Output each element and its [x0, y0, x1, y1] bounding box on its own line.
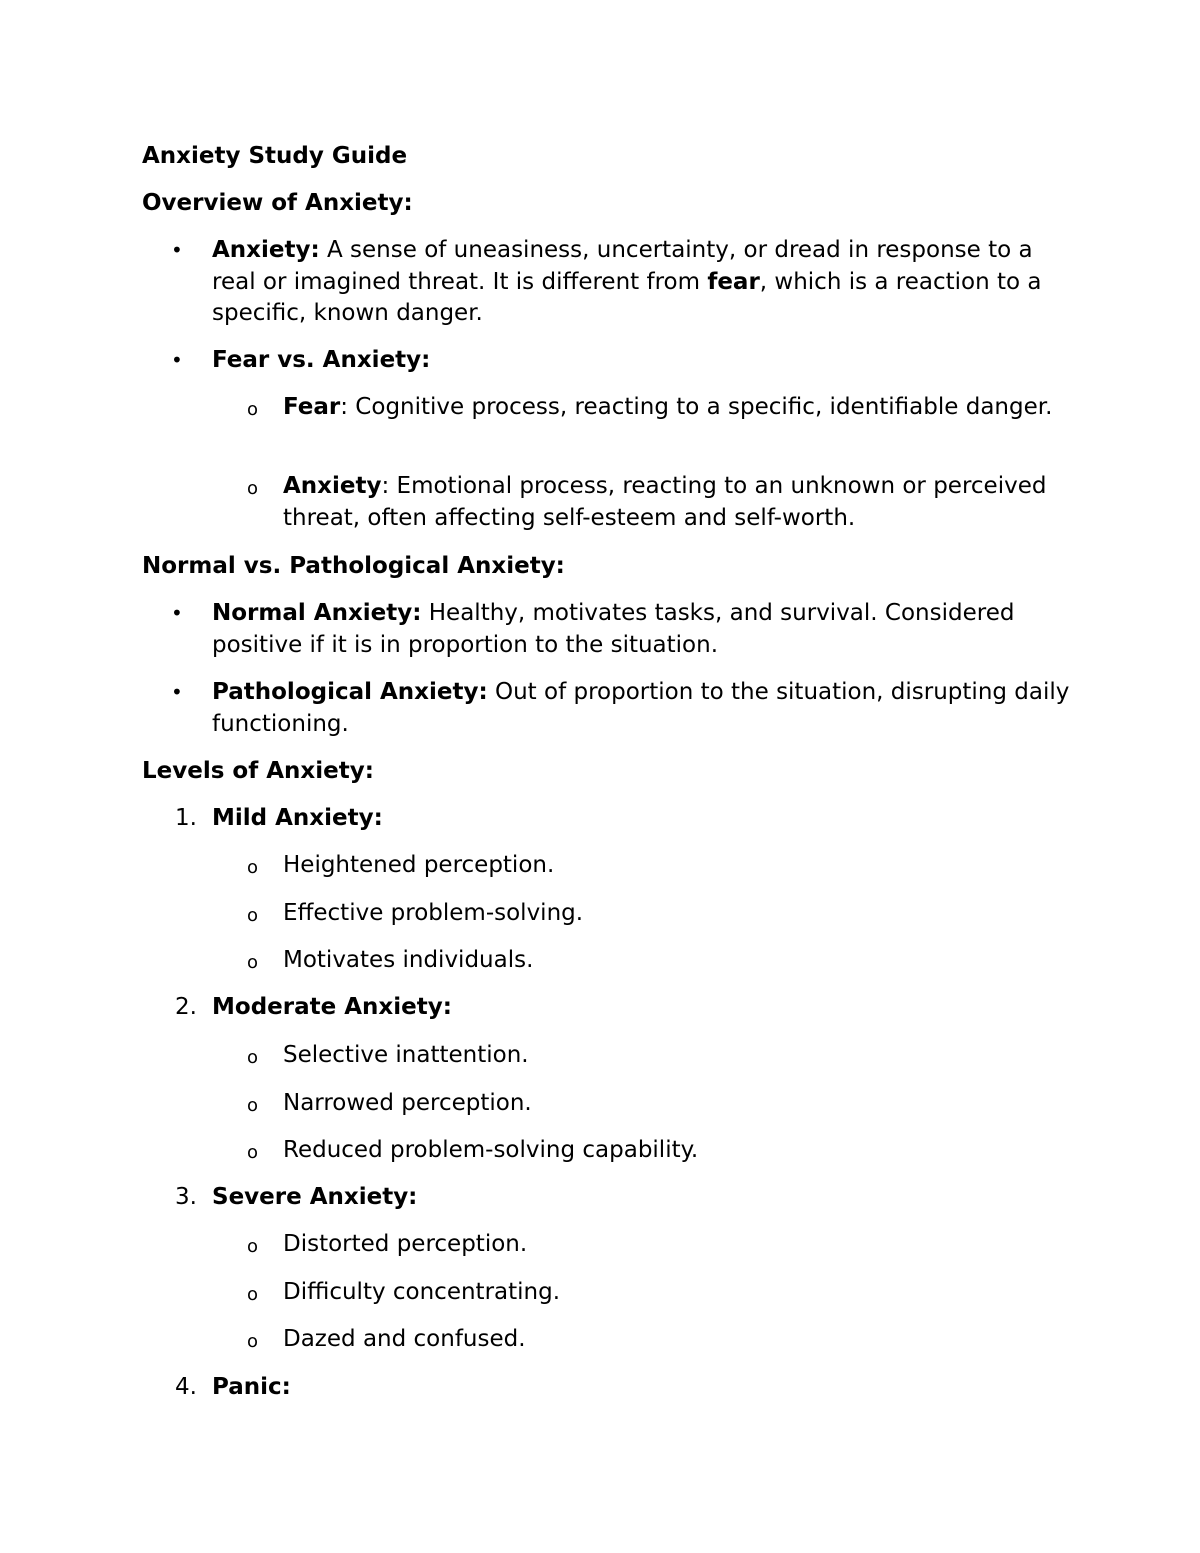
- pathological-anxiety-text: Out of proportion to the situation, disrupting daily functioning.: [212, 679, 1070, 737]
- circle-marker: o: [247, 952, 259, 973]
- level-point: Difficulty concentrating.: [283, 1279, 561, 1305]
- definition-text-cont: , which is a reaction to a specific, known danger.: [212, 268, 1042, 326]
- circle-marker: o: [247, 478, 259, 499]
- level-item-panic: [212, 1372, 1072, 1404]
- level-label: Panic:: [212, 1374, 291, 1400]
- bullet-marker: •: [171, 601, 183, 625]
- list-item-fear-vs-anxiety: [212, 345, 1072, 377]
- level-item-mild: [212, 803, 1072, 835]
- fear-text: : Cognitive process, reacting to a specific, identifiable danger.: [340, 394, 1053, 420]
- level-label: Severe Anxiety:: [212, 1184, 418, 1210]
- level-point: Effective problem-solving.: [283, 900, 584, 926]
- section-heading-overview: Overview of Anxiety:: [142, 190, 413, 216]
- term-normal-anxiety: Normal Anxiety:: [212, 600, 422, 626]
- level-label: Moderate Anxiety:: [212, 994, 452, 1020]
- term-fear: Fear: [283, 394, 341, 420]
- list-number: 2.: [175, 994, 197, 1020]
- level-item-severe: [212, 1182, 1072, 1214]
- section-heading-levels: Levels of Anxiety:: [142, 758, 374, 784]
- normal-anxiety-text: Healthy, motivates tasks, and survival. Considered positive if it is in proportion to the situation.: [212, 600, 1015, 658]
- term-fear-inline: fear: [707, 268, 760, 295]
- term-anxiety: Anxiety:: [212, 237, 320, 263]
- level-label: Mild Anxiety:: [212, 805, 383, 831]
- section-heading-normal-vs-pathological: Normal vs. Pathological Anxiety:: [142, 553, 565, 579]
- list-number: 3.: [175, 1184, 197, 1210]
- document-title: Anxiety Study Guide: [142, 143, 408, 169]
- bullet-marker: •: [171, 680, 183, 704]
- sub-item-anxiety: [283, 471, 1063, 534]
- list-item-pathological-anxiety: [212, 677, 1072, 740]
- anxiety-text: : Emotional process, reacting to an unknown or perceived threat, often affecting self-esteem and self-worth.: [283, 473, 1047, 531]
- level-point: Heightened perception.: [283, 852, 555, 878]
- circle-marker: o: [247, 905, 259, 926]
- circle-marker: o: [247, 1095, 259, 1116]
- circle-marker: o: [247, 857, 259, 878]
- level-point: Dazed and confused.: [283, 1326, 526, 1352]
- circle-marker: o: [247, 1236, 259, 1257]
- circle-marker: o: [247, 1047, 259, 1068]
- definition-text: A sense of uneasiness, uncertainty, or dread in response to a real or imagined threat. It is different from: [212, 237, 1033, 295]
- circle-marker: o: [247, 1331, 259, 1352]
- bullet-marker: •: [171, 238, 183, 262]
- list-item-normal-anxiety: [212, 598, 1072, 661]
- level-item-moderate: [212, 992, 1072, 1024]
- bullet-marker: •: [171, 348, 183, 372]
- sub-item-fear: [283, 392, 1063, 424]
- level-point: Narrowed perception.: [283, 1090, 532, 1116]
- list-number: 4.: [175, 1374, 197, 1400]
- circle-marker: o: [247, 399, 259, 420]
- level-point: Distorted perception.: [283, 1231, 528, 1257]
- level-point: Selective inattention.: [283, 1042, 529, 1068]
- circle-marker: o: [247, 1142, 259, 1163]
- level-point: Reduced problem-solving capability.: [283, 1137, 699, 1163]
- list-item-anxiety-definition: [212, 235, 1072, 330]
- circle-marker: o: [247, 1284, 259, 1305]
- term-pathological-anxiety: Pathological Anxiety:: [212, 679, 488, 705]
- term-fear-vs-anxiety: Fear vs. Anxiety:: [212, 347, 431, 373]
- list-number: 1.: [175, 805, 197, 831]
- term-anxiety-sub: Anxiety: [283, 473, 382, 499]
- level-point: Motivates individuals.: [283, 947, 534, 973]
